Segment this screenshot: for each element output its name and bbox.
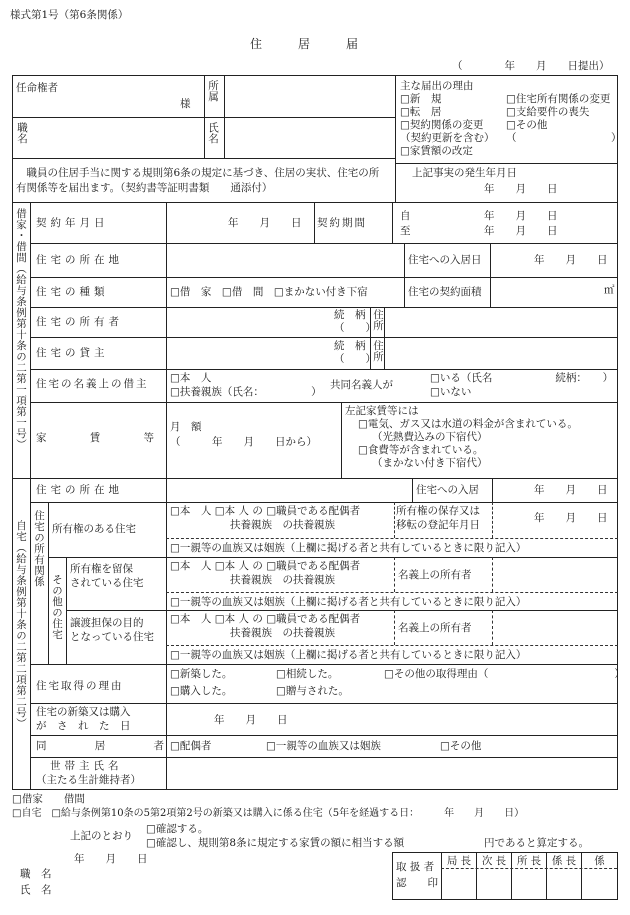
stamp-jicho: 次 長	[481, 855, 507, 867]
landlord-address-label: 住所	[372, 340, 385, 362]
cohabitant-label-text: 同居者	[36, 740, 164, 752]
reason-ownership-change[interactable]: □住宅所有関係の変更	[506, 93, 611, 105]
rent-label-text: 家賃等	[36, 432, 164, 444]
landlord-label: 住宅の貸主	[36, 347, 109, 359]
footer-own-line[interactable]: □自宅 □給与条例第10条の5第2項第2号の新築又は購入に係る住宅（5年を経過する日： 年 月 日）	[12, 808, 525, 819]
retained-kin-option[interactable]: □一親等の血族又は姻族（上欄に掲げる者と共有しているときに限り記入）	[170, 596, 527, 608]
confirm-calc-amount: 円であると算定する。	[484, 837, 589, 849]
security-label-1: 譲渡担保の目的	[70, 617, 144, 629]
period-from-label: 自	[400, 210, 411, 222]
occurrence-title: 上記事実の発生年月日	[412, 167, 517, 179]
cohabitant-other[interactable]: □その他	[440, 740, 482, 752]
retained-label-1: 所有権を留保	[70, 563, 133, 575]
reason-other[interactable]: □その他	[506, 119, 548, 131]
owned-house-label: 所有権のある住宅	[52, 523, 136, 535]
owned-owner-options[interactable]: □本 人 □本 人 の □職員である配偶者	[170, 505, 361, 517]
occurrence-date: 年 月 日	[484, 183, 558, 195]
registry-label-2: 移転の登記年月日	[396, 519, 480, 531]
owned-kin-option[interactable]: □一親等の血族又は姻族（上欄に掲げる者と共有しているときに限り記入）	[170, 542, 527, 554]
landlord-relation-label: 続 柄	[334, 340, 366, 352]
security-nominal-owner: 名義上の所有者	[398, 622, 472, 634]
reason-rent-revision[interactable]: □家賃額の改定	[400, 145, 473, 157]
acquire-gift[interactable]: □贈与された。	[276, 685, 349, 697]
household-head-sub: （主たる生計維持者）	[36, 774, 141, 786]
built-date-label-2: が さ れ た 日	[36, 720, 131, 732]
rent-note-utilities-sub: （光熱費込みの下宿代）	[372, 431, 488, 443]
acquire-other[interactable]: □その他の取得理由（ ）	[384, 668, 625, 680]
submit-date: （ 年 月 日提出）	[452, 60, 610, 72]
tenant-dependent-checkbox[interactable]: □扶養親族（氏名： ）	[170, 386, 322, 398]
retained-owner-options-sub: 扶養親族 の扶養親族	[230, 574, 335, 586]
tenant-self-checkbox[interactable]: □本 人	[170, 372, 212, 384]
shimei-label: 氏名	[207, 122, 220, 144]
period-from-date[interactable]: 年 月 日	[484, 210, 558, 222]
contract-area-label: 住宅の契約面積	[408, 286, 482, 298]
other-house-label: その他の住宅	[51, 574, 64, 640]
rent-label	[36, 432, 164, 444]
built-date-field[interactable]: 年 月 日	[214, 714, 288, 726]
owner-address-label: 住所	[372, 309, 385, 331]
retained-nominal-owner: 名義上の所有者	[398, 569, 472, 581]
rental-move-in-label: 住宅への入居日	[408, 254, 482, 266]
reason-contract-note: （契約更新を含む）	[400, 132, 495, 144]
landlord-relation-paren: （ ）	[334, 353, 376, 365]
shozoku-label: 所属	[207, 80, 220, 102]
house-type-label: 住宅の種類	[36, 286, 109, 298]
registry-label-1: 所有権の保存又は	[396, 505, 480, 517]
owner-relation-paren: （ ）	[334, 322, 376, 334]
reason-eligibility-loss[interactable]: □支給要件の喪失	[506, 106, 590, 118]
stamp-kakari: 係	[594, 855, 605, 867]
own-address-label: 住宅の所在地	[36, 484, 123, 496]
footer-shokumei: 職 名	[20, 868, 52, 880]
notice-text: 職員の住居手当に関する規則第6条の規定に基づき、住居の実状、住宅の所有関係等を届出ます。（契約書等証明書類 通添付）	[16, 167, 380, 195]
cohabitant-label	[36, 740, 164, 752]
acquire-reason-label: 住宅取得の理由	[36, 680, 124, 692]
monthly-from[interactable]: （ 年 月 日から）	[170, 436, 317, 448]
own-move-in-label: 住宅への入居	[416, 484, 479, 496]
contract-date-label: 契約年月日	[36, 217, 109, 229]
confirm-check[interactable]: □確認する。	[146, 823, 209, 835]
reason-new[interactable]: □新 規	[400, 93, 442, 105]
stamp-kakaricho: 係 長	[551, 855, 577, 867]
joint-holder-yes[interactable]: □いる（氏名 続柄： ）	[430, 372, 614, 384]
rent-note-utilities[interactable]: □電気、ガス又は水道の料金が含まれている。	[358, 418, 578, 430]
built-date-label-1: 住宅の新築又は購入	[36, 706, 131, 718]
footer-date[interactable]: 年 月 日	[74, 853, 148, 865]
acquire-new-build[interactable]: □新築した。	[170, 668, 233, 680]
contract-period-label: 契約期間	[317, 217, 367, 229]
rental-section-label: 借家・借間（給与条例第十条の二第一項第一号）	[15, 208, 28, 450]
nominal-tenant-label: 住宅の名義上の借主	[36, 378, 149, 390]
monthly-label: 月 額	[170, 421, 202, 433]
owned-owner-options-sub: 扶養親族 の扶養親族	[230, 519, 335, 531]
retained-owner-options[interactable]: □本 人 □本 人 の □職員である配偶者	[170, 560, 361, 572]
rental-move-in-date[interactable]: 年 月 日	[534, 254, 608, 266]
reason-contract-change[interactable]: □契約関係の変更	[400, 119, 484, 131]
page-title: 住 居 届	[250, 37, 359, 51]
acquire-purchase[interactable]: □購入した。	[170, 685, 233, 697]
stamp-shocho: 所 長	[516, 855, 542, 867]
footer-rent-line[interactable]: □借家 借間	[12, 793, 85, 805]
handler-seal-label: 認 印	[396, 877, 438, 889]
ownership-relation-label: 住宅の所有関係	[33, 510, 46, 587]
house-owner-label: 住宅の所有者	[36, 316, 123, 328]
own-move-in-date[interactable]: 年 月 日	[534, 484, 608, 496]
reason-other-note: （ ）	[506, 132, 622, 144]
cohabitant-spouse[interactable]: □配偶者	[170, 740, 212, 752]
period-to-date[interactable]: 年 月 日	[484, 225, 558, 237]
joint-holder-no[interactable]: □いない	[430, 386, 472, 398]
security-owner-options[interactable]: □本 人 □本 人 の □職員である配偶者	[170, 613, 361, 625]
joint-holder-label: 共同名義人が	[330, 379, 393, 391]
confirm-calc[interactable]: □確認し、規則第8条に規定する家賃の額に相当する額	[146, 837, 405, 849]
security-owner-options-sub: 扶養親族 の扶養親族	[230, 627, 335, 639]
owner-relation-label: 続 柄	[334, 309, 366, 321]
rent-note-title: 左記家賃等には	[345, 405, 419, 417]
appointer-label: 任命権者	[16, 82, 58, 94]
registry-date[interactable]: 年 月 日	[534, 512, 608, 524]
retained-label-2: されている住宅	[70, 577, 144, 589]
household-head-label: 世帯主氏名	[50, 760, 123, 772]
acquire-inherit[interactable]: □相続した。	[276, 668, 339, 680]
contract-date-field[interactable]: 年 月 日	[228, 217, 302, 229]
confirm-intro: 上記のとおり	[70, 830, 133, 842]
form-number: 様式第1号（第6条関係）	[10, 9, 129, 21]
rental-address-label: 住宅の所在地	[36, 254, 123, 266]
stamp-kyokucho: 局 長	[446, 855, 472, 867]
cohabitant-kin[interactable]: □一親等の血族又は姻族	[266, 740, 381, 752]
rent-note-meals-sub: （まかない付き下宿代）	[372, 457, 488, 469]
own-section-label: 自宅（給与条例第十条の二第二項第二号）	[15, 520, 28, 729]
area-unit: ㎡	[604, 284, 615, 296]
period-to-label: 至	[400, 225, 411, 237]
footer-shimei: 氏 名	[20, 884, 52, 896]
handler-label: 取 扱 者	[396, 861, 435, 873]
rent-note-meals[interactable]: □食費等が含まれている。	[358, 444, 484, 456]
reason-relocation[interactable]: □転 居	[400, 106, 442, 118]
security-kin-option[interactable]: □一親等の血族又は姻族（上欄に掲げる者と共有しているときに限り記入）	[170, 649, 527, 661]
sama-label: 様	[180, 98, 191, 110]
reasons-title: 主な届出の理由	[400, 80, 474, 92]
shokumei-label: 職名	[16, 122, 29, 144]
house-type-options[interactable]: □借 家 □借 間 □まかない付き下宿	[170, 286, 368, 298]
security-label-2: となっている住宅	[70, 631, 154, 643]
